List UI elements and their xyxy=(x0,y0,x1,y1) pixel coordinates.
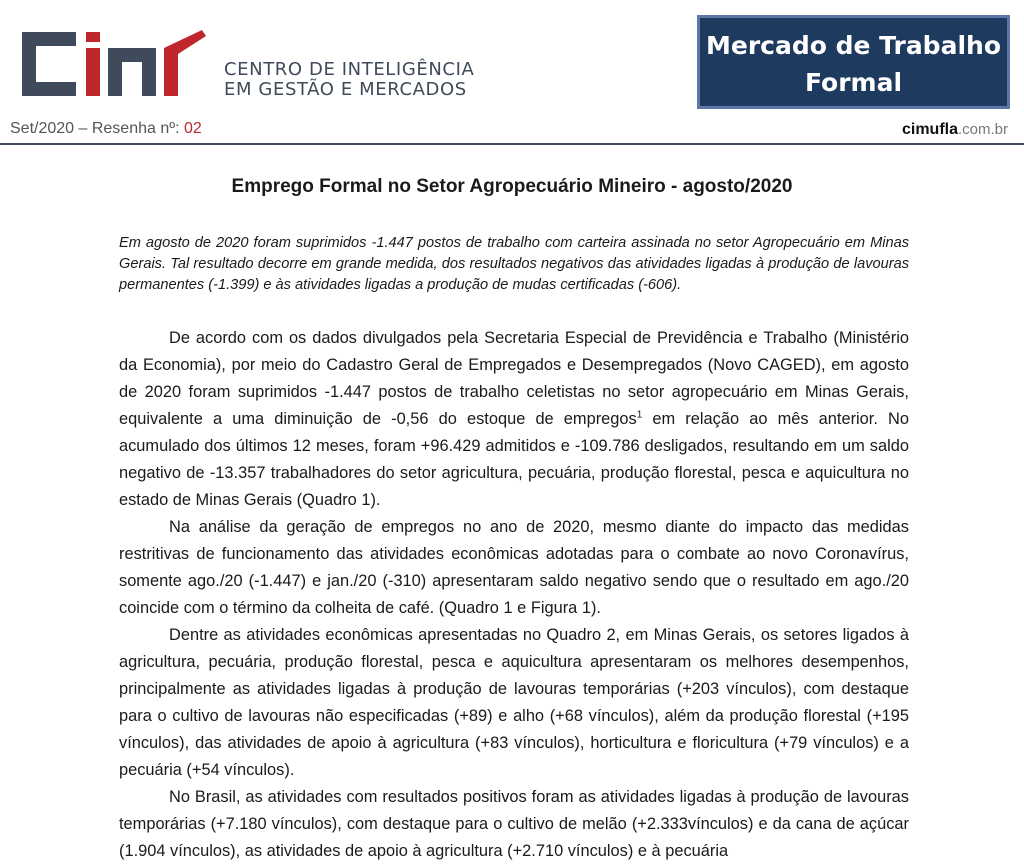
paragraph-1 xyxy=(119,325,909,514)
header-divider xyxy=(0,143,1024,145)
summary-paragraph: Em agosto de 2020 foram suprimidos -1.447 postos de trabalho com carteira assinada no setor Agropecuário em Minas Gerais. Tal resultado decorre em grande medida, dos resultados negativos das atividades ligadas à produção de lavouras permanentes (-1.399) e às atividades ligadas a produção de mudas certificadas (-606). xyxy=(119,235,909,293)
paragraph-3: Dentre as atividades econômicas apresentadas no Quadro 2, em Minas Gerais, os setores ligados à agricultura, pecuária, produção florestal, pesca e aquicultura apresentaram os melhores desempenhos, principalmente as atividades ligadas à produção de lavouras temporárias (+203 vínculos), com destaque para o cultivo de lavouras não especificadas (+89) e alho (+68 vínculos), além da produção florestal (+195 vínculos), das atividades de apoio à agricultura (+83 vínculos), horticultura e floricultura (+79 vínculos) e a pecuária (+54 vínculos). xyxy=(119,626,909,779)
badge-line-2: Formal xyxy=(804,68,903,97)
site-link[interactable] xyxy=(902,121,1008,139)
paragraph-2: Na análise da geração de empregos no ano de 2020, mesmo diante do impacto das medidas restritivas de funcionamento das atividades econômicas adotadas para o combate ao novo Coronavírus, somente ago./20 (-1.447) e jan./20 (-310) apresentaram saldo negativo sendo que o resultado em ago./20 coincide com o término da colheita de café. (Quadro 1 e Figura 1). xyxy=(119,518,909,617)
issue-prefix: Set/2020 – Resenha nº: xyxy=(10,120,184,137)
organization-name xyxy=(224,60,474,100)
paragraph-1-part-b: em relação ao mês anterior. No acumulado dos últimos 12 meses, foram +96.429 admitidos e -109.786 desligados, resultando em um saldo negativo de -13.357 trabalhadores do setor agricultura, pecuária, produção florestal, pesca e aquicultura no estado de Minas Gerais (Quadro 1). xyxy=(119,410,909,509)
document-title: Emprego Formal no Setor Agropecuário Mineiro - agosto/2020 xyxy=(231,176,793,197)
body-text xyxy=(119,325,909,865)
cimufla-logo xyxy=(14,28,214,100)
badge-line-1: Mercado de Trabalho xyxy=(706,31,1001,60)
org-line-1: CENTRO DE INTELIGÊNCIA xyxy=(224,59,475,80)
footnote-marker[interactable]: 1 xyxy=(636,409,643,421)
org-line-2: EM GESTÃO E MERCADOS xyxy=(224,79,467,100)
page-header xyxy=(0,0,1024,150)
issue-number: 02 xyxy=(183,120,202,137)
section-badge xyxy=(697,15,1010,109)
site-name: cimufla xyxy=(901,121,958,138)
paragraph-1-part-a: De acordo com os dados divulgados pela Secretaria Especial de Previdência e Trabalho (Ministério da Economia), por meio do Cadastro Geral de Empregados e Desempregados (Novo CAGED), em agosto de 2020 foram suprimidos -1.447 postos de trabalho celetistas no setor agropecuário em Minas Gerais, equivalente a uma diminuição de -0,56 do estoque de empregos xyxy=(119,329,909,428)
paragraph-4: No Brasil, as atividades com resultados positivos foram as atividades ligadas à produção de lavouras temporárias (+7.180 vínculos), com destaque para o cultivo de melão (+2.333vínculos) e da cana de açúcar (1.904 vínculos), as atividades de apoio à agricultura (+2.710 vínculos) e à pecuária xyxy=(119,788,909,860)
issue-info xyxy=(10,120,202,138)
site-domain: .com.br xyxy=(957,121,1008,138)
